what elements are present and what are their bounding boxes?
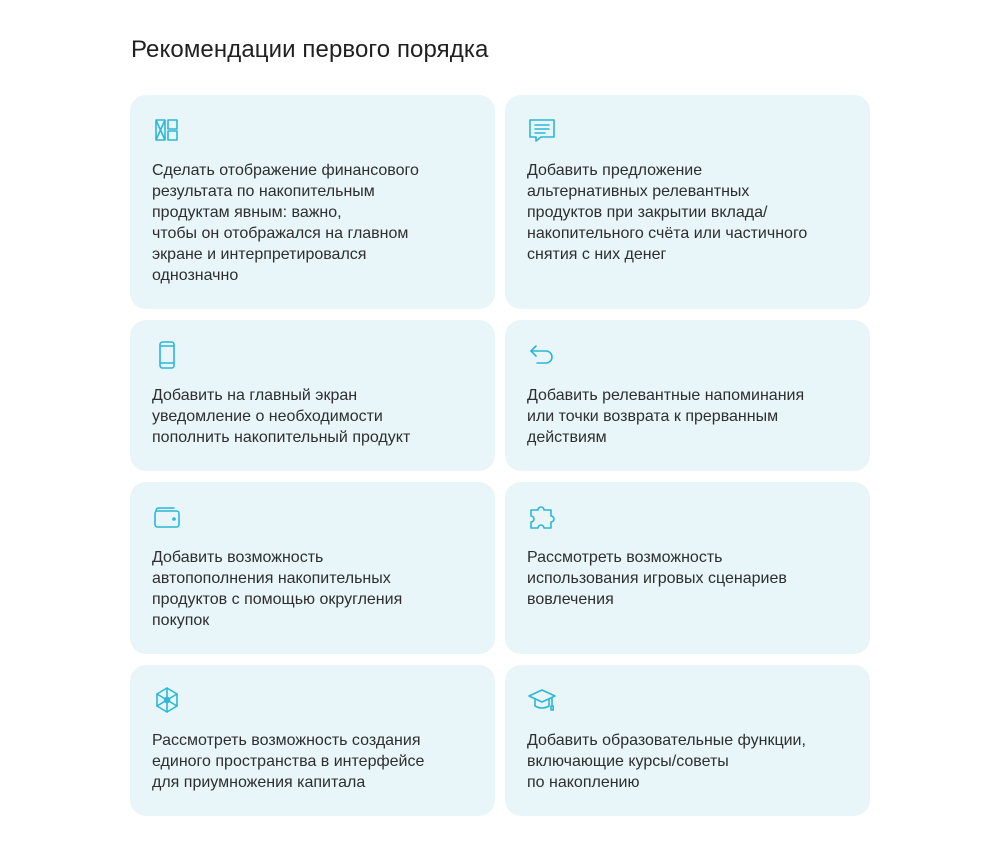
page-title: Рекомендации первого порядка — [131, 36, 489, 63]
recommendation-card — [505, 665, 870, 816]
card-text: Добавить возможность автопополнения накопительных продуктов с помощью округления покупок — [152, 549, 403, 629]
puzzle-icon — [527, 502, 557, 532]
card-text: Рассмотреть возможность использования игровых сценариев вовлечения — [527, 549, 787, 608]
layout-grid-icon — [152, 115, 182, 145]
recommendation-card — [505, 482, 870, 654]
return-arrow-icon — [527, 340, 557, 370]
recommendation-card — [130, 665, 495, 816]
card-text: Сделать отображение финансового результата по накопительным продуктам явным: важно, чтобы он отображался на главном экране и интерпретировался однозначно — [152, 162, 419, 284]
recommendation-card — [130, 95, 495, 309]
card-text: Добавить образовательные функции, включающие курсы/советы по накоплению — [527, 732, 806, 791]
recommendation-card — [130, 482, 495, 654]
card-text: Добавить на главный экран уведомление о необходимости пополнить накопительный продукт — [152, 387, 411, 446]
wallet-icon — [152, 502, 182, 532]
network-icon — [152, 685, 182, 715]
smartphone-icon — [152, 340, 182, 370]
recommendation-card — [130, 320, 495, 471]
recommendation-card — [505, 95, 870, 309]
recommendation-card — [505, 320, 870, 471]
card-text: Добавить предложение альтернативных релевантных продуктов при закрытии вклада/ накопительного счёта или частичного снятия с них денег — [527, 162, 808, 263]
card-text: Рассмотреть возможность создания единого пространства в интерфейсе для приумножения капитала — [152, 732, 425, 791]
graduation-cap-icon — [527, 685, 557, 715]
chat-message-icon — [527, 115, 557, 145]
card-text: Добавить релевантные напоминания или точки возврата к прерванным действиям — [527, 387, 805, 446]
